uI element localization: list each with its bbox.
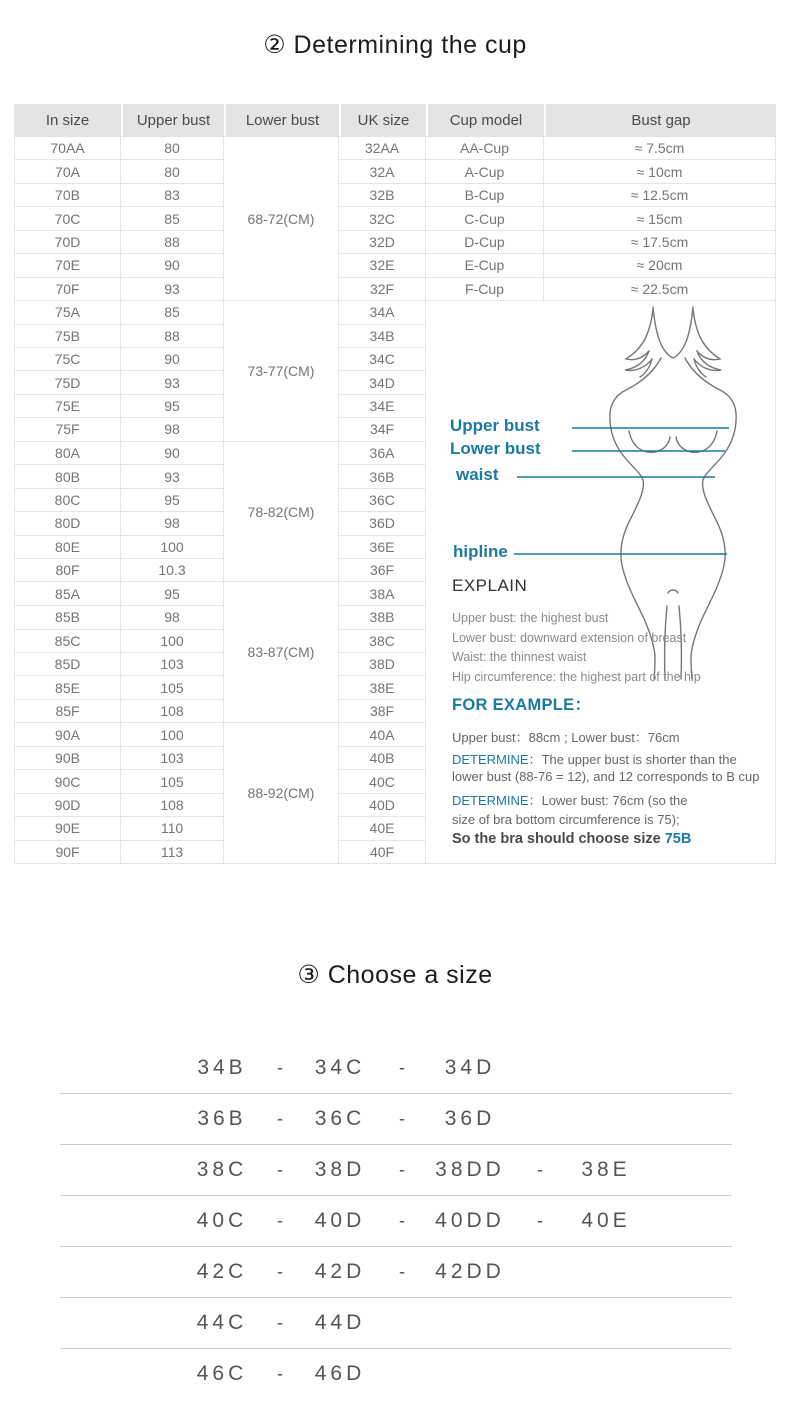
size-combination-row bbox=[60, 1196, 732, 1247]
dash-separator: - bbox=[399, 1108, 405, 1129]
cell-in-size: 90E bbox=[14, 817, 121, 840]
cell-upper-bust: 93 bbox=[121, 465, 224, 488]
cell-upper-bust: 83 bbox=[121, 184, 224, 207]
cell-in-size: 80C bbox=[14, 489, 121, 512]
dash-separator: - bbox=[537, 1159, 543, 1180]
cell-bust-gap: ≈ 7.5cm bbox=[544, 137, 776, 160]
cell-uk-size: 32A bbox=[339, 160, 426, 183]
cell-lower-bust-range: 73-77(CM) bbox=[224, 301, 339, 442]
table-row bbox=[14, 301, 776, 324]
cell-in-size: 80F bbox=[14, 559, 121, 582]
cell-upper-bust: 90 bbox=[121, 254, 224, 277]
explain-text bbox=[452, 609, 701, 687]
size-option: 36C bbox=[314, 1107, 366, 1130]
cell-uk-size: 36B bbox=[339, 465, 426, 488]
column-header: Lower bust bbox=[224, 104, 339, 137]
column-header: In size bbox=[14, 104, 121, 137]
cell-in-size: 70F bbox=[14, 278, 121, 301]
conclusion-text: So the bra should choose size bbox=[452, 831, 665, 848]
cell-upper-bust: 105 bbox=[121, 770, 224, 793]
cell-bust-gap: ≈ 12.5cm bbox=[544, 184, 776, 207]
cell-upper-bust: 85 bbox=[121, 207, 224, 230]
example-conclusion bbox=[452, 832, 691, 847]
cell-in-size: 85B bbox=[14, 606, 121, 629]
cell-uk-size: 38E bbox=[339, 676, 426, 699]
size-combination-row bbox=[60, 1298, 732, 1349]
cell-uk-size: 40C bbox=[339, 770, 426, 793]
determine-text: Lower bust: 76cm (so the size of bra bottom circumference is 75); bbox=[452, 793, 688, 828]
cell-in-size: 75D bbox=[14, 371, 121, 394]
size-option: 38E bbox=[581, 1158, 631, 1181]
table-body bbox=[14, 137, 776, 864]
cell-upper-bust: 98 bbox=[121, 418, 224, 441]
size-combination-row bbox=[60, 1247, 732, 1298]
cell-in-size: 85F bbox=[14, 700, 121, 723]
cell-uk-size: 34C bbox=[339, 348, 426, 371]
cell-in-size: 80B bbox=[14, 465, 121, 488]
cell-in-size: 70E bbox=[14, 254, 121, 277]
cell-upper-bust: 88 bbox=[121, 325, 224, 348]
size-option: 46D bbox=[314, 1362, 366, 1385]
table-row bbox=[14, 278, 776, 301]
cell-in-size: 90D bbox=[14, 794, 121, 817]
size-option: 38DD bbox=[435, 1158, 505, 1181]
table-header bbox=[14, 104, 776, 137]
cell-upper-bust: 95 bbox=[121, 395, 224, 418]
cell-upper-bust: 93 bbox=[121, 278, 224, 301]
cell-cup-model: C-Cup bbox=[426, 207, 544, 230]
cell-upper-bust: 100 bbox=[121, 630, 224, 653]
cell-upper-bust: 80 bbox=[121, 160, 224, 183]
cell-cup-model: AA-Cup bbox=[426, 137, 544, 160]
table-row bbox=[14, 254, 776, 277]
size-option: 42DD bbox=[435, 1260, 505, 1283]
dash-separator: - bbox=[277, 1261, 283, 1282]
cell-in-size: 70C bbox=[14, 207, 121, 230]
cell-uk-size: 36E bbox=[339, 536, 426, 559]
size-option: 40C bbox=[196, 1209, 248, 1232]
cell-bust-gap: ≈ 22.5cm bbox=[544, 278, 776, 301]
table-row bbox=[14, 207, 776, 230]
cell-upper-bust: 100 bbox=[121, 536, 224, 559]
size-option: 40DD bbox=[435, 1209, 505, 1232]
cell-uk-size: 36D bbox=[339, 512, 426, 535]
cell-upper-bust: 113 bbox=[121, 841, 224, 864]
explain-line: Waist: the thinnest waist bbox=[452, 650, 587, 665]
table-header-row bbox=[14, 104, 776, 137]
example-determine-1 bbox=[452, 751, 764, 785]
cell-uk-size: 34F bbox=[339, 418, 426, 441]
cell-uk-size: 32F bbox=[339, 278, 426, 301]
cell-uk-size: 32C bbox=[339, 207, 426, 230]
explain-line: Lower bust: downward extension of breast bbox=[452, 630, 687, 645]
size-option: 46C bbox=[196, 1362, 248, 1385]
dash-separator: - bbox=[277, 1312, 283, 1333]
cell-cup-model: F-Cup bbox=[426, 278, 544, 301]
size-option: 40D bbox=[314, 1209, 366, 1232]
cell-in-size: 90A bbox=[14, 723, 121, 747]
cell-cup-model: D-Cup bbox=[426, 231, 544, 254]
size-option: 34C bbox=[314, 1056, 366, 1079]
cell-upper-bust: 100 bbox=[121, 723, 224, 747]
recommended-size: 75B bbox=[664, 831, 692, 848]
for-example-heading: FOR EXAMPLE： bbox=[452, 696, 592, 715]
size-option: 38D bbox=[314, 1158, 366, 1181]
cell-bust-gap: ≈ 20cm bbox=[544, 254, 776, 277]
determine-label: DETERMINE： bbox=[452, 752, 542, 768]
column-header: Cup model bbox=[426, 104, 544, 137]
cell-upper-bust: 90 bbox=[121, 348, 224, 371]
cell-in-size: 70D bbox=[14, 231, 121, 254]
cell-upper-bust: 95 bbox=[121, 489, 224, 512]
cell-cup-model: E-Cup bbox=[426, 254, 544, 277]
cell-in-size: 70B bbox=[14, 184, 121, 207]
size-option: 34D bbox=[444, 1056, 496, 1079]
size-chart-table bbox=[14, 104, 776, 864]
cell-uk-size: 40E bbox=[339, 817, 426, 840]
table-row bbox=[14, 231, 776, 254]
explain-line: Upper bust: the highest bust bbox=[452, 611, 609, 626]
dash-separator: - bbox=[537, 1210, 543, 1231]
cell-upper-bust: 85 bbox=[121, 301, 224, 324]
hipline-label: hipline bbox=[453, 542, 508, 562]
cell-uk-size: 34D bbox=[339, 371, 426, 394]
cell-upper-bust: 108 bbox=[121, 700, 224, 723]
measurement-guide-cell bbox=[426, 301, 776, 864]
example-measurements: Upper bust：88cm ; Lower bust：76cm bbox=[452, 730, 680, 746]
cell-uk-size: 38A bbox=[339, 582, 426, 606]
size-options-list bbox=[60, 1043, 732, 1399]
cell-uk-size: 34A bbox=[339, 301, 426, 324]
cell-uk-size: 40B bbox=[339, 747, 426, 770]
cell-uk-size: 36A bbox=[339, 442, 426, 466]
column-header: UK size bbox=[339, 104, 426, 137]
cell-lower-bust-range: 83-87(CM) bbox=[224, 582, 339, 723]
cell-in-size: 75B bbox=[14, 325, 121, 348]
cell-uk-size: 32B bbox=[339, 184, 426, 207]
cell-upper-bust: 93 bbox=[121, 371, 224, 394]
cell-upper-bust: 103 bbox=[121, 747, 224, 770]
cell-upper-bust: 105 bbox=[121, 676, 224, 699]
dash-separator: - bbox=[277, 1210, 283, 1231]
cell-upper-bust: 88 bbox=[121, 231, 224, 254]
cell-uk-size: 34E bbox=[339, 395, 426, 418]
cell-in-size: 70A bbox=[14, 160, 121, 183]
size-option: 44D bbox=[314, 1311, 366, 1334]
cell-bust-gap: ≈ 15cm bbox=[544, 207, 776, 230]
cell-lower-bust-range: 68-72(CM) bbox=[224, 137, 339, 301]
cell-in-size: 90B bbox=[14, 747, 121, 770]
size-option: 42C bbox=[196, 1260, 248, 1283]
upper-bust-label: Upper bust bbox=[450, 416, 540, 436]
explain-heading: EXPLAIN bbox=[452, 576, 528, 596]
cell-uk-size: 38F bbox=[339, 700, 426, 723]
cell-in-size: 85D bbox=[14, 653, 121, 676]
example-determine-2 bbox=[452, 791, 704, 829]
dash-separator: - bbox=[277, 1159, 283, 1180]
cell-uk-size: 40A bbox=[339, 723, 426, 747]
size-combination-row bbox=[60, 1043, 732, 1094]
table-row bbox=[14, 184, 776, 207]
cell-uk-size: 38C bbox=[339, 630, 426, 653]
section-title-determining-cup: ② Determining the cup bbox=[263, 31, 527, 59]
dash-separator: - bbox=[399, 1159, 405, 1180]
table-row bbox=[14, 160, 776, 183]
cell-in-size: 85E bbox=[14, 676, 121, 699]
determine-label: DETERMINE： bbox=[452, 793, 542, 809]
cell-in-size: 90C bbox=[14, 770, 121, 793]
cell-uk-size: 40F bbox=[339, 841, 426, 864]
cell-uk-size: 36F bbox=[339, 559, 426, 582]
cell-in-size: 85C bbox=[14, 630, 121, 653]
section-title-choose-size: ③ Choose a size bbox=[297, 961, 493, 989]
cell-lower-bust-range: 88-92(CM) bbox=[224, 723, 339, 864]
cell-upper-bust: 90 bbox=[121, 442, 224, 466]
lower-bust-label: Lower bust bbox=[450, 439, 541, 459]
size-combination-row bbox=[60, 1094, 732, 1145]
cell-lower-bust-range: 78-82(CM) bbox=[224, 442, 339, 583]
dash-separator: - bbox=[277, 1363, 283, 1384]
dash-separator: - bbox=[277, 1108, 283, 1129]
size-option: 38C bbox=[196, 1158, 248, 1181]
determine-text: The upper bust is shorter than the lower bust (88-76 = 12), and 12 corresponds to B cup bbox=[452, 752, 760, 785]
cell-upper-bust: 95 bbox=[121, 582, 224, 606]
cell-in-size: 75A bbox=[14, 301, 121, 324]
size-option: 44C bbox=[196, 1311, 248, 1334]
table-row bbox=[14, 137, 776, 160]
cell-cup-model: B-Cup bbox=[426, 184, 544, 207]
cell-upper-bust: 98 bbox=[121, 606, 224, 629]
size-combination-row bbox=[60, 1349, 732, 1399]
size-option: 34B bbox=[197, 1056, 247, 1079]
column-header: Upper bust bbox=[121, 104, 224, 137]
cell-cup-model: A-Cup bbox=[426, 160, 544, 183]
cell-in-size: 90F bbox=[14, 841, 121, 864]
dash-separator: - bbox=[399, 1261, 405, 1282]
cell-uk-size: 40D bbox=[339, 794, 426, 817]
cell-uk-size: 38B bbox=[339, 606, 426, 629]
cell-bust-gap: ≈ 10cm bbox=[544, 160, 776, 183]
cell-in-size: 85A bbox=[14, 582, 121, 606]
cell-uk-size: 32E bbox=[339, 254, 426, 277]
measurement-guide bbox=[426, 301, 775, 863]
size-option: 42D bbox=[314, 1260, 366, 1283]
cell-in-size: 80A bbox=[14, 442, 121, 466]
cell-upper-bust: 98 bbox=[121, 512, 224, 535]
dash-separator: - bbox=[399, 1210, 405, 1231]
cell-bust-gap: ≈ 17.5cm bbox=[544, 231, 776, 254]
size-option: 40E bbox=[581, 1209, 631, 1232]
dash-separator: - bbox=[399, 1057, 405, 1078]
cell-uk-size: 38D bbox=[339, 653, 426, 676]
size-option: 36D bbox=[444, 1107, 496, 1130]
cell-in-size: 75C bbox=[14, 348, 121, 371]
cell-in-size: 70AA bbox=[14, 137, 121, 160]
cell-upper-bust: 110 bbox=[121, 817, 224, 840]
cell-uk-size: 32D bbox=[339, 231, 426, 254]
explain-line: Hip circumference: the highest part of the hip bbox=[452, 669, 701, 684]
cell-upper-bust: 103 bbox=[121, 653, 224, 676]
dash-separator: - bbox=[277, 1057, 283, 1078]
cell-in-size: 80E bbox=[14, 536, 121, 559]
cell-upper-bust: 108 bbox=[121, 794, 224, 817]
cell-uk-size: 36C bbox=[339, 489, 426, 512]
cell-upper-bust: 10.3 bbox=[121, 559, 224, 582]
cell-in-size: 75F bbox=[14, 418, 121, 441]
cell-uk-size: 34B bbox=[339, 325, 426, 348]
cell-uk-size: 32AA bbox=[339, 137, 426, 160]
size-combination-row bbox=[60, 1145, 732, 1196]
cell-in-size: 75E bbox=[14, 395, 121, 418]
cell-in-size: 80D bbox=[14, 512, 121, 535]
column-header: Bust gap bbox=[544, 104, 776, 137]
waist-label: waist bbox=[456, 465, 499, 485]
cell-upper-bust: 80 bbox=[121, 137, 224, 160]
size-option: 36B bbox=[197, 1107, 247, 1130]
